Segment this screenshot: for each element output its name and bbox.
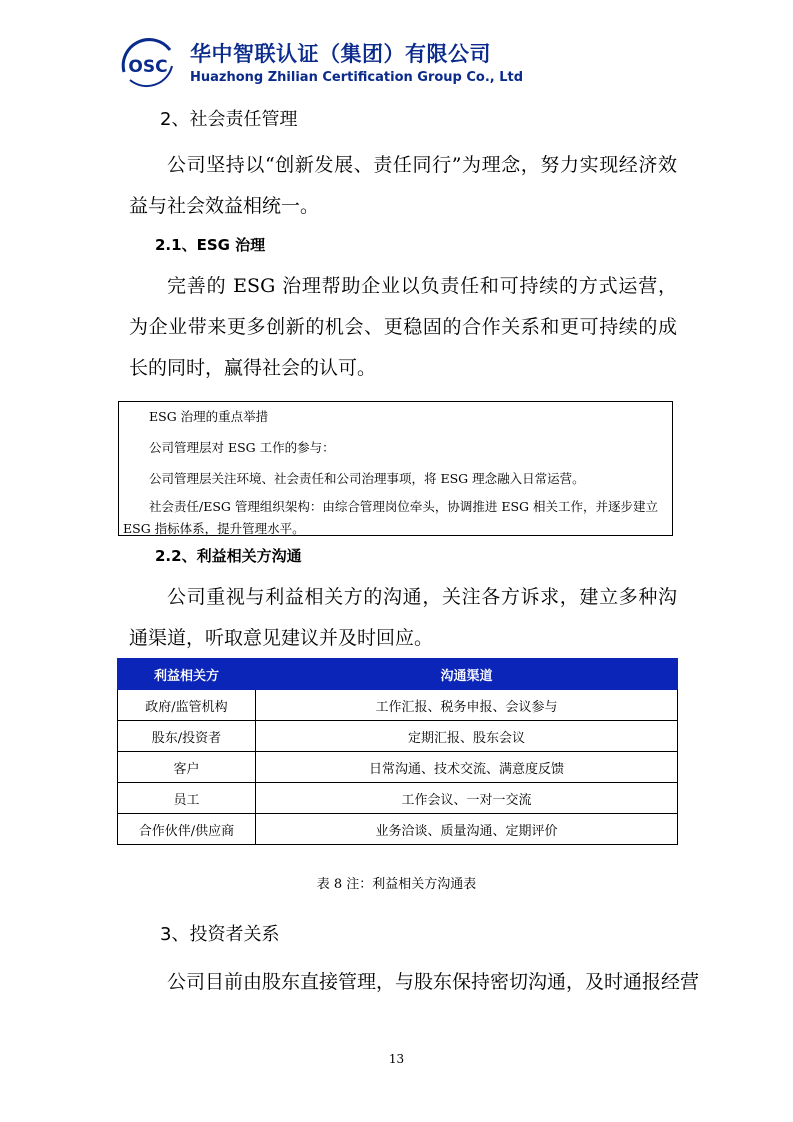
- table-row: [118, 814, 678, 845]
- page-number: 13: [388, 1052, 405, 1066]
- table-cell: 工作汇报、税务申报、会议参与: [256, 690, 678, 721]
- table-caption: 表 8 注：利益相关方沟通表: [316, 877, 477, 892]
- section-heading-csr: 2、社会责任管理: [160, 109, 298, 130]
- paragraph-esg: 完善的 ESG 治理帮助企业以负责任和可持续的方式运营，为企业带来更多创新的机会、更稳固的合作关系和更可持续的成长的同时，赢得社会的认可。: [129, 275, 677, 379]
- table-row: [118, 752, 678, 783]
- table-cell: 政府/监管机构: [118, 690, 256, 721]
- paragraph-stakeholder: 公司重视与利益相关方的沟通，关注各方诉求，建立多种沟通渠道，听取意见建议并及时回应。: [129, 586, 677, 649]
- section-heading-stakeholder: 2.2、利益相关方沟通: [155, 547, 302, 565]
- esg-box-title: ESG 治理的重点举措: [149, 409, 269, 424]
- table-cell: 工作会议、一对一交流: [256, 783, 678, 814]
- table-row: [118, 721, 678, 752]
- logo-text: OSC: [128, 57, 168, 77]
- paragraph-csr: 公司坚持以“创新发展、责任同行”为理念，努力实现经济效益与社会效益相统一。: [129, 154, 677, 217]
- company-logo: [120, 36, 176, 92]
- table-cell: 股东/投资者: [118, 721, 256, 752]
- table-cell: 员工: [118, 783, 256, 814]
- table-cell: 日常沟通、技术交流、满意度反馈: [256, 752, 678, 783]
- paragraph-investor: 公司目前由股东直接管理，与股东保持密切沟通，及时通报经营: [167, 971, 700, 993]
- table-cell: 客户: [118, 752, 256, 783]
- table-row: [118, 783, 678, 814]
- table-row: [118, 690, 678, 721]
- section-heading-esg: 2.1、ESG 治理: [155, 236, 266, 254]
- table-header-row: [118, 659, 678, 690]
- table-cell: 合作伙伴/供应商: [118, 814, 256, 845]
- company-name-en: Huazhong Zhilian Certification Group Co., Ltd: [190, 70, 524, 85]
- table-cell: 业务洽谈、质量沟通、定期评价: [256, 814, 678, 845]
- table-cell: 定期汇报、股东会议: [256, 721, 678, 752]
- stakeholder-table: [117, 658, 678, 845]
- esg-box-line: 公司管理层对 ESG 工作的参与：: [149, 440, 335, 455]
- esg-box-line: 社会责任/ESG 管理组织架构：由综合管理岗位牵头，协调推进 ESG 相关工作，并逐步建立 ESG 指标体系，提升管理水平。: [123, 499, 658, 536]
- table-header-cell: 沟通渠道: [256, 659, 678, 690]
- esg-measures-box: [118, 401, 673, 536]
- section-heading-investor: 3、投资者关系: [160, 924, 280, 945]
- esg-box-line: 公司管理层关注环境、社会责任和公司治理事项，将 ESG 理念融入日常运营。: [149, 471, 585, 486]
- table-header-cell: 利益相关方: [118, 659, 256, 690]
- company-name-cn: 华中智联认证（集团）有限公司: [190, 42, 491, 66]
